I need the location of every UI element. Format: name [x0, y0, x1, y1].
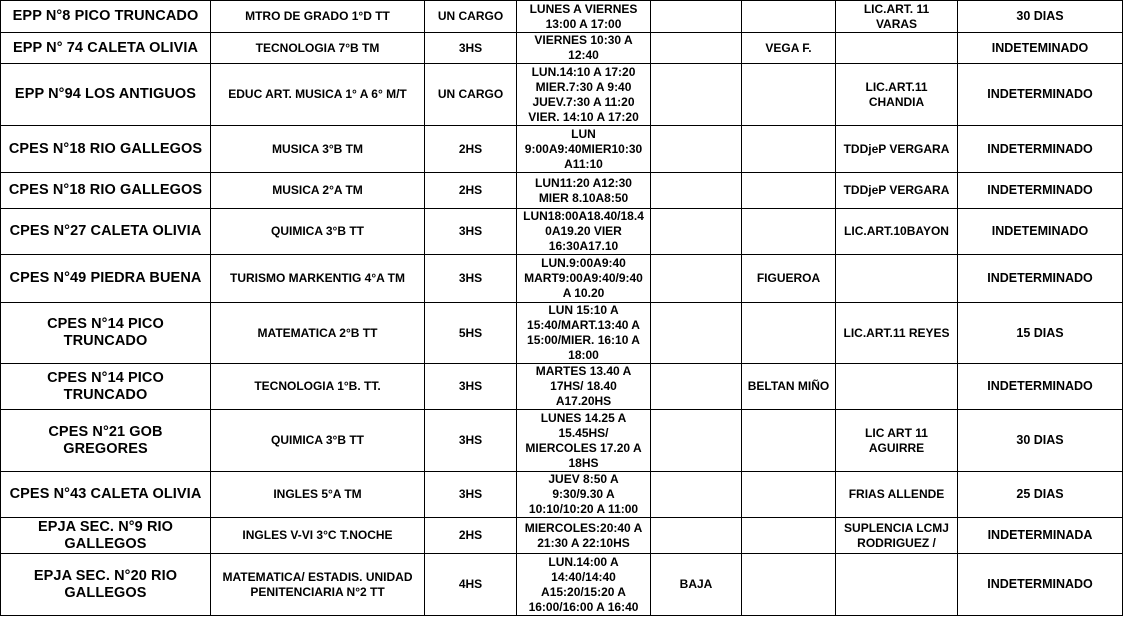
- table-row: [1, 364, 1123, 410]
- teacher-cell: [742, 472, 836, 518]
- status-cell: [651, 64, 742, 126]
- table-row: [1, 173, 1123, 209]
- subject-cell: QUIMICA 3°B TT: [211, 410, 425, 472]
- hours-cell: 3HS: [425, 472, 517, 518]
- table-row: [1, 1, 1123, 33]
- subject-cell: EDUC ART. MUSICA 1° A 6° M/T: [211, 64, 425, 126]
- schedule-cell: LUN.9:00A9:40 MART9:00A9:40/9:40 A 10.20: [517, 255, 651, 303]
- reason-cell: SUPLENCIA LCMJ RODRIGUEZ /: [836, 518, 958, 554]
- reason-cell: [836, 255, 958, 303]
- duration-cell: 30 DIAS: [958, 410, 1123, 472]
- reason-cell: TDDjeP VERGARA: [836, 126, 958, 173]
- duration-cell: INDETERMINADO: [958, 126, 1123, 173]
- subject-cell: MATEMATICA 2°B TT: [211, 303, 425, 364]
- reason-cell: [836, 554, 958, 616]
- reason-cell: [836, 364, 958, 410]
- schedule-cell: LUN11:20 A12:30 MIER 8.10A8:50: [517, 173, 651, 209]
- subject-cell: MATEMATICA/ ESTADIS. UNIDAD PENITENCIARIA N°2 TT: [211, 554, 425, 616]
- table-row: [1, 64, 1123, 126]
- schedule-cell: LUN 15:10 A 15:40/MART.13:40 A 15:00/MIER. 16:10 A 18:00: [517, 303, 651, 364]
- school-cell: EPP N° 74 CALETA OLIVIA: [1, 33, 211, 64]
- table-row: [1, 472, 1123, 518]
- teacher-cell: [742, 1, 836, 33]
- subject-cell: TECNOLOGIA 1°B. TT.: [211, 364, 425, 410]
- teacher-cell: [742, 64, 836, 126]
- schedule-cell: LUNES A VIERNES 13:00 A 17:00: [517, 1, 651, 33]
- school-cell: CPES N°18 RIO GALLEGOS: [1, 173, 211, 209]
- school-cell: EPP N°8 PICO TRUNCADO: [1, 1, 211, 33]
- school-cell: CPES N°14 PICO TRUNCADO: [1, 303, 211, 364]
- reason-cell: LIC.ART.11 REYES: [836, 303, 958, 364]
- status-cell: BAJA: [651, 554, 742, 616]
- school-cell: EPJA SEC. N°20 RIO GALLEGOS: [1, 554, 211, 616]
- reason-cell: LIC.ART.10BAYON: [836, 209, 958, 255]
- reason-cell: [836, 33, 958, 64]
- subject-cell: MTRO DE GRADO 1°D TT: [211, 1, 425, 33]
- hours-cell: 3HS: [425, 255, 517, 303]
- table-row: [1, 255, 1123, 303]
- schedule-cell: LUN18:00A18.40/18.4 0A19.20 VIER 16:30A17.10: [517, 209, 651, 255]
- status-cell: [651, 1, 742, 33]
- schedule-cell: MIERCOLES:20:40 A 21:30 A 22:10HS: [517, 518, 651, 554]
- schedule-cell: LUNES 14.25 A 15.45HS/ MIERCOLES 17.20 A 18HS: [517, 410, 651, 472]
- status-cell: [651, 209, 742, 255]
- schedule-cell: JUEV 8:50 A 9:30/9.30 A 10:10/10:20 A 11:00: [517, 472, 651, 518]
- duration-cell: 15 DIAS: [958, 303, 1123, 364]
- hours-cell: UN CARGO: [425, 64, 517, 126]
- duration-cell: INDETERMINADA: [958, 518, 1123, 554]
- hours-cell: 2HS: [425, 126, 517, 173]
- subject-cell: QUIMICA 3°B TT: [211, 209, 425, 255]
- school-cell: EPJA SEC. N°9 RIO GALLEGOS: [1, 518, 211, 554]
- status-cell: [651, 472, 742, 518]
- status-cell: [651, 126, 742, 173]
- school-cell: CPES N°43 CALETA OLIVIA: [1, 472, 211, 518]
- status-cell: [651, 364, 742, 410]
- schedule-cell: LUN.14:10 A 17:20 MIER.7:30 A 9:40 JUEV.7:30 A 11:20 VIER. 14:10 A 17:20: [517, 64, 651, 126]
- reason-cell: LIC.ART. 11 VARAS: [836, 1, 958, 33]
- subject-cell: MUSICA 3°B TM: [211, 126, 425, 173]
- status-cell: [651, 255, 742, 303]
- reason-cell: FRIAS ALLENDE: [836, 472, 958, 518]
- duration-cell: 30 DIAS: [958, 1, 1123, 33]
- schedule-cell: VIERNES 10:30 A 12:40: [517, 33, 651, 64]
- hours-cell: UN CARGO: [425, 1, 517, 33]
- subject-cell: INGLES 5°A TM: [211, 472, 425, 518]
- duration-cell: INDETEMINADO: [958, 209, 1123, 255]
- schedule-cell: MARTES 13.40 A 17HS/ 18.40 A17.20HS: [517, 364, 651, 410]
- table-row: [1, 33, 1123, 64]
- duration-cell: INDETERMINADO: [958, 255, 1123, 303]
- status-cell: [651, 33, 742, 64]
- teacher-cell: [742, 209, 836, 255]
- hours-cell: 5HS: [425, 303, 517, 364]
- teacher-cell: [742, 173, 836, 209]
- status-cell: [651, 303, 742, 364]
- status-cell: [651, 518, 742, 554]
- table-row: [1, 410, 1123, 472]
- schedule-cell: LUN 9:00A9:40MIER10:30 A11:10: [517, 126, 651, 173]
- subject-cell: TECNOLOGIA 7°B TM: [211, 33, 425, 64]
- school-cell: CPES N°27 CALETA OLIVIA: [1, 209, 211, 255]
- school-cell: CPES N°14 PICO TRUNCADO: [1, 364, 211, 410]
- table-row: [1, 126, 1123, 173]
- subject-cell: INGLES V-VI 3°C T.NOCHE: [211, 518, 425, 554]
- reason-cell: LIC ART 11 AGUIRRE: [836, 410, 958, 472]
- school-cell: CPES N°21 GOB GREGORES: [1, 410, 211, 472]
- status-cell: [651, 410, 742, 472]
- reason-cell: TDDjeP VERGARA: [836, 173, 958, 209]
- teacher-cell: VEGA F.: [742, 33, 836, 64]
- schedule-cell: LUN.14:00 A 14:40/14:40 A15:20/15:20 A 16:00/16:00 A 16:40: [517, 554, 651, 616]
- hours-cell: 3HS: [425, 364, 517, 410]
- table-row: [1, 554, 1123, 616]
- duration-cell: INDETERMINADO: [958, 554, 1123, 616]
- table-row: [1, 518, 1123, 554]
- table-row: [1, 209, 1123, 255]
- school-cell: EPP N°94 LOS ANTIGUOS: [1, 64, 211, 126]
- teacher-cell: [742, 410, 836, 472]
- hours-cell: 2HS: [425, 518, 517, 554]
- school-cell: CPES N°49 PIEDRA BUENA: [1, 255, 211, 303]
- subject-cell: MUSICA 2°A TM: [211, 173, 425, 209]
- hours-cell: 3HS: [425, 209, 517, 255]
- reason-cell: LIC.ART.11 CHANDIA: [836, 64, 958, 126]
- teacher-cell: FIGUEROA: [742, 255, 836, 303]
- school-cell: CPES N°18 RIO GALLEGOS: [1, 126, 211, 173]
- teacher-cell: BELTAN MIÑO: [742, 364, 836, 410]
- table-row: [1, 303, 1123, 364]
- subject-cell: TURISMO MARKENTIG 4°A TM: [211, 255, 425, 303]
- hours-cell: 2HS: [425, 173, 517, 209]
- duration-cell: INDETEMINADO: [958, 33, 1123, 64]
- status-cell: [651, 173, 742, 209]
- teacher-cell: [742, 554, 836, 616]
- hours-cell: 3HS: [425, 410, 517, 472]
- hours-cell: 3HS: [425, 33, 517, 64]
- duration-cell: INDETERMINADO: [958, 173, 1123, 209]
- teacher-cell: [742, 518, 836, 554]
- teacher-cell: [742, 126, 836, 173]
- hours-cell: 4HS: [425, 554, 517, 616]
- duration-cell: 25 DIAS: [958, 472, 1123, 518]
- table-body: [1, 1, 1123, 616]
- duration-cell: INDETERMINADO: [958, 64, 1123, 126]
- duration-cell: INDETERMINADO: [958, 364, 1123, 410]
- teacher-cell: [742, 303, 836, 364]
